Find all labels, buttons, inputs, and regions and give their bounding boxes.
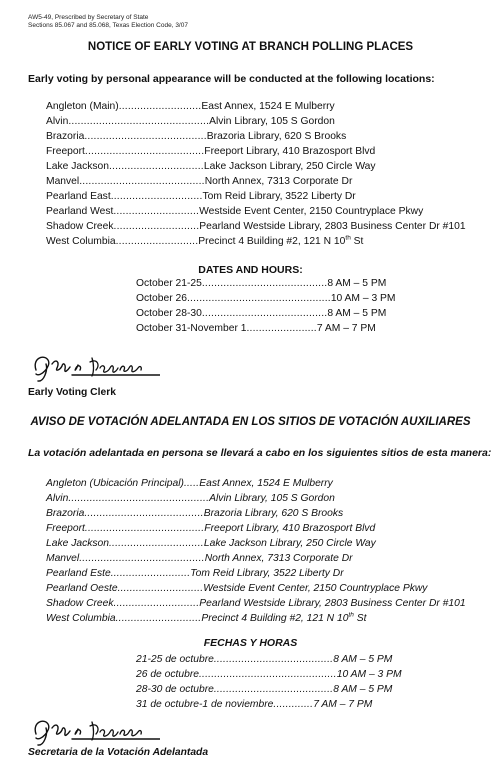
location-address-text: Precinct 4 Building #2, 121 N 10 bbox=[201, 613, 349, 624]
hours-date: 28-30 de octubre bbox=[136, 684, 214, 695]
location-row bbox=[46, 234, 496, 249]
location-address bbox=[209, 491, 335, 506]
location-row bbox=[46, 219, 496, 234]
location-address bbox=[201, 611, 366, 626]
dot-leader: ....................................... bbox=[213, 654, 334, 665]
hours-date: 31 de octubre-1 de noviembre bbox=[136, 699, 274, 710]
hours-date: 26 de octubre bbox=[136, 669, 199, 680]
location-row bbox=[46, 144, 496, 159]
location-address bbox=[204, 159, 376, 174]
location-address bbox=[203, 189, 356, 204]
dot-leader: ............................ bbox=[113, 206, 200, 217]
hours-date: October 21-25 bbox=[136, 278, 202, 289]
location-row bbox=[46, 114, 496, 129]
dot-leader: ............................ bbox=[113, 598, 200, 609]
spanish-signature-label: Secretaria de la Votación Adelantada bbox=[28, 747, 209, 758]
location-address-text: Freeport Library, 410 Brazosport Blvd bbox=[204, 146, 376, 157]
location-address bbox=[209, 114, 335, 129]
hours-row bbox=[136, 276, 436, 291]
location-address-text: Lake Jackson Library, 250 Circle Way bbox=[203, 161, 376, 172]
location-address-text: Westside Event Center, 2150 Countryplace Pkwy bbox=[203, 583, 428, 594]
location-name: Manvel bbox=[46, 176, 80, 187]
dot-leader: ......................................... bbox=[201, 308, 328, 319]
location-name: Lake Jackson bbox=[46, 161, 109, 172]
dot-leader: ....................... bbox=[246, 323, 317, 334]
location-row bbox=[46, 566, 496, 581]
location-row bbox=[46, 99, 496, 114]
english-hours bbox=[136, 276, 436, 336]
location-address-text: Alvin Library, 105 S Gordon bbox=[209, 493, 335, 504]
english-dates-title: DATES AND HOURS: bbox=[198, 264, 303, 276]
dot-leader: ....................................... bbox=[84, 508, 204, 519]
hours-time: 7 AM – 7 PM bbox=[316, 323, 376, 334]
dot-leader: ............................... bbox=[108, 538, 204, 549]
location-row bbox=[46, 204, 496, 219]
english-locations bbox=[46, 99, 496, 249]
clerk-signature bbox=[30, 348, 160, 384]
location-row bbox=[46, 476, 496, 491]
dot-leader: ......................................... bbox=[201, 278, 328, 289]
dot-leader: ......................................... bbox=[79, 553, 205, 564]
location-name: West Columbia bbox=[46, 236, 116, 247]
location-address bbox=[201, 99, 334, 114]
location-name: Pearland West bbox=[46, 206, 114, 217]
location-address bbox=[205, 551, 353, 566]
location-address bbox=[198, 234, 363, 249]
english-signature-label: Early Voting Clerk bbox=[28, 387, 116, 398]
location-name: Freeport bbox=[46, 146, 85, 157]
dot-leader: ........................... bbox=[115, 236, 199, 247]
location-address bbox=[203, 581, 427, 596]
location-address-text: Freeport Library, 410 Brazosport Blvd bbox=[204, 523, 376, 534]
location-row bbox=[46, 581, 496, 596]
location-address-text: Pearland Westside Library, 2803 Business Center Dr #101 bbox=[199, 221, 466, 232]
location-address bbox=[204, 521, 375, 536]
dot-leader: ............................................. bbox=[198, 669, 337, 680]
spanish-title: AVISO DE VOTACIÓN ADELANTADA EN LOS SITIOS DE VOTACIÓN AUXILIARES bbox=[30, 416, 471, 428]
address-tail: St bbox=[353, 613, 367, 624]
dot-leader: ........................... bbox=[118, 101, 202, 112]
location-name: Angleton (Ubicación Principal) bbox=[46, 478, 184, 489]
dot-leader: .............................. bbox=[110, 191, 203, 202]
location-name: West Columbia bbox=[46, 613, 116, 624]
hours-row bbox=[136, 306, 436, 321]
hours-time: 8 AM – 5 PM bbox=[333, 684, 393, 695]
location-row bbox=[46, 536, 496, 551]
hours-row bbox=[136, 667, 436, 682]
address-tail: St bbox=[350, 236, 364, 247]
hours-date: October 31-November 1 bbox=[136, 323, 247, 334]
location-address-text: Precinct 4 Building #2, 121 N 10 bbox=[198, 236, 346, 247]
location-address-text: East Annex, 1524 E Mulberry bbox=[201, 101, 335, 112]
dot-leader: ....................................... bbox=[84, 146, 205, 157]
location-name: Brazoria bbox=[46, 131, 85, 142]
location-address-text: East Annex, 1524 E Mulberry bbox=[199, 478, 333, 489]
dot-leader: .............................................. bbox=[68, 493, 210, 504]
hours-time: 8 AM – 5 PM bbox=[333, 654, 393, 665]
location-row bbox=[46, 521, 496, 536]
location-address bbox=[190, 566, 343, 581]
ordinal-superscript: th bbox=[348, 611, 354, 619]
location-name: Shadow Creek bbox=[46, 598, 114, 609]
dot-leader: ....................................... bbox=[84, 523, 205, 534]
hours-date: October 28-30 bbox=[136, 308, 202, 319]
location-row bbox=[46, 174, 496, 189]
location-address bbox=[207, 129, 346, 144]
dot-leader: ............................ bbox=[117, 583, 204, 594]
spanish-locations bbox=[46, 476, 496, 626]
hours-row bbox=[136, 682, 436, 697]
location-row bbox=[46, 506, 496, 521]
dot-leader: ............................ bbox=[113, 221, 200, 232]
location-address-text: Brazoria Library, 620 S Brooks bbox=[206, 131, 347, 142]
hours-time: 8 AM – 5 PM bbox=[327, 278, 387, 289]
location-address-text: Brazoria Library, 620 S Brooks bbox=[203, 508, 344, 519]
dot-leader: ......................................... bbox=[79, 176, 205, 187]
hours-row bbox=[136, 652, 436, 667]
location-address-text: Alvin Library, 105 S Gordon bbox=[209, 116, 335, 127]
hours-row bbox=[136, 321, 436, 336]
dot-leader: .......................... bbox=[110, 568, 191, 579]
location-address bbox=[199, 219, 465, 234]
spanish-dates-title: FECHAS Y HORAS bbox=[203, 637, 298, 649]
location-row bbox=[46, 551, 496, 566]
spanish-intro: La votación adelantada en persona se llevará a cabo en los siguientes sitios de esta manera: bbox=[28, 447, 492, 459]
location-address-text: Tom Reid Library, 3522 Liberty Dr bbox=[190, 568, 344, 579]
location-row bbox=[46, 129, 496, 144]
location-address-text: North Annex, 7313 Corporate Dr bbox=[204, 553, 353, 564]
dot-leader: ..... bbox=[183, 478, 200, 489]
ordinal-superscript: th bbox=[345, 234, 351, 242]
dot-leader: ....................................... bbox=[213, 684, 334, 695]
hours-date: October 26 bbox=[136, 293, 187, 304]
location-name: Manvel bbox=[46, 553, 80, 564]
location-name: Shadow Creek bbox=[46, 221, 114, 232]
hours-time: 7 AM – 7 PM bbox=[313, 699, 373, 710]
location-row bbox=[46, 159, 496, 174]
dot-leader: ............................... bbox=[108, 161, 204, 172]
dot-leader: .............................................. bbox=[68, 116, 210, 127]
location-address bbox=[204, 144, 375, 159]
dot-leader: ............................................... bbox=[186, 293, 331, 304]
location-address-text: North Annex, 7313 Corporate Dr bbox=[204, 176, 353, 187]
location-address bbox=[204, 506, 343, 521]
location-address bbox=[199, 476, 333, 491]
dot-leader: ............. bbox=[273, 699, 314, 710]
dot-leader: ............................ bbox=[115, 613, 202, 624]
form-id: AW5-49, Prescribed by Secretary of State bbox=[28, 14, 149, 21]
dot-leader: ........................................ bbox=[84, 131, 207, 142]
hours-row bbox=[136, 291, 436, 306]
location-address bbox=[205, 174, 353, 189]
english-intro: Early voting by personal appearance will be conducted at the following locations: bbox=[28, 73, 435, 85]
location-address bbox=[199, 596, 465, 611]
hours-time: 10 AM – 3 PM bbox=[330, 293, 396, 304]
location-row bbox=[46, 596, 496, 611]
english-title: NOTICE OF EARLY VOTING AT BRANCH POLLING PLACES bbox=[87, 41, 414, 53]
location-row bbox=[46, 491, 496, 506]
form-sections: Sections 85.067 and 85.068, Texas Election Code, 3/07 bbox=[28, 22, 188, 29]
location-row bbox=[46, 611, 496, 626]
location-address-text: Pearland Westside Library, 2803 Business Center Dr #101 bbox=[199, 598, 466, 609]
secretaria-signature bbox=[30, 712, 160, 748]
location-address-text: Westside Event Center, 2150 Countryplace Pkwy bbox=[199, 206, 424, 217]
location-name: Angleton (Main) bbox=[46, 101, 119, 112]
location-name: Alvin bbox=[46, 493, 69, 504]
location-name: Brazoria bbox=[46, 508, 85, 519]
hours-date: 21-25 de octubre bbox=[136, 654, 214, 665]
location-name: Lake Jackson bbox=[46, 538, 109, 549]
location-name: Pearland Oeste bbox=[46, 583, 118, 594]
hours-time: 8 AM – 5 PM bbox=[327, 308, 387, 319]
location-row bbox=[46, 189, 496, 204]
location-name: Pearland East bbox=[46, 191, 111, 202]
hours-time: 10 AM – 3 PM bbox=[336, 669, 402, 680]
location-name: Freeport bbox=[46, 523, 85, 534]
location-address-text: Tom Reid Library, 3522 Liberty Dr bbox=[202, 191, 356, 202]
location-address-text: Lake Jackson Library, 250 Circle Way bbox=[203, 538, 376, 549]
hours-row bbox=[136, 697, 436, 712]
location-address bbox=[199, 204, 423, 219]
location-name: Alvin bbox=[46, 116, 69, 127]
location-address bbox=[204, 536, 376, 551]
location-name: Pearland Este bbox=[46, 568, 111, 579]
spanish-hours bbox=[136, 652, 436, 712]
